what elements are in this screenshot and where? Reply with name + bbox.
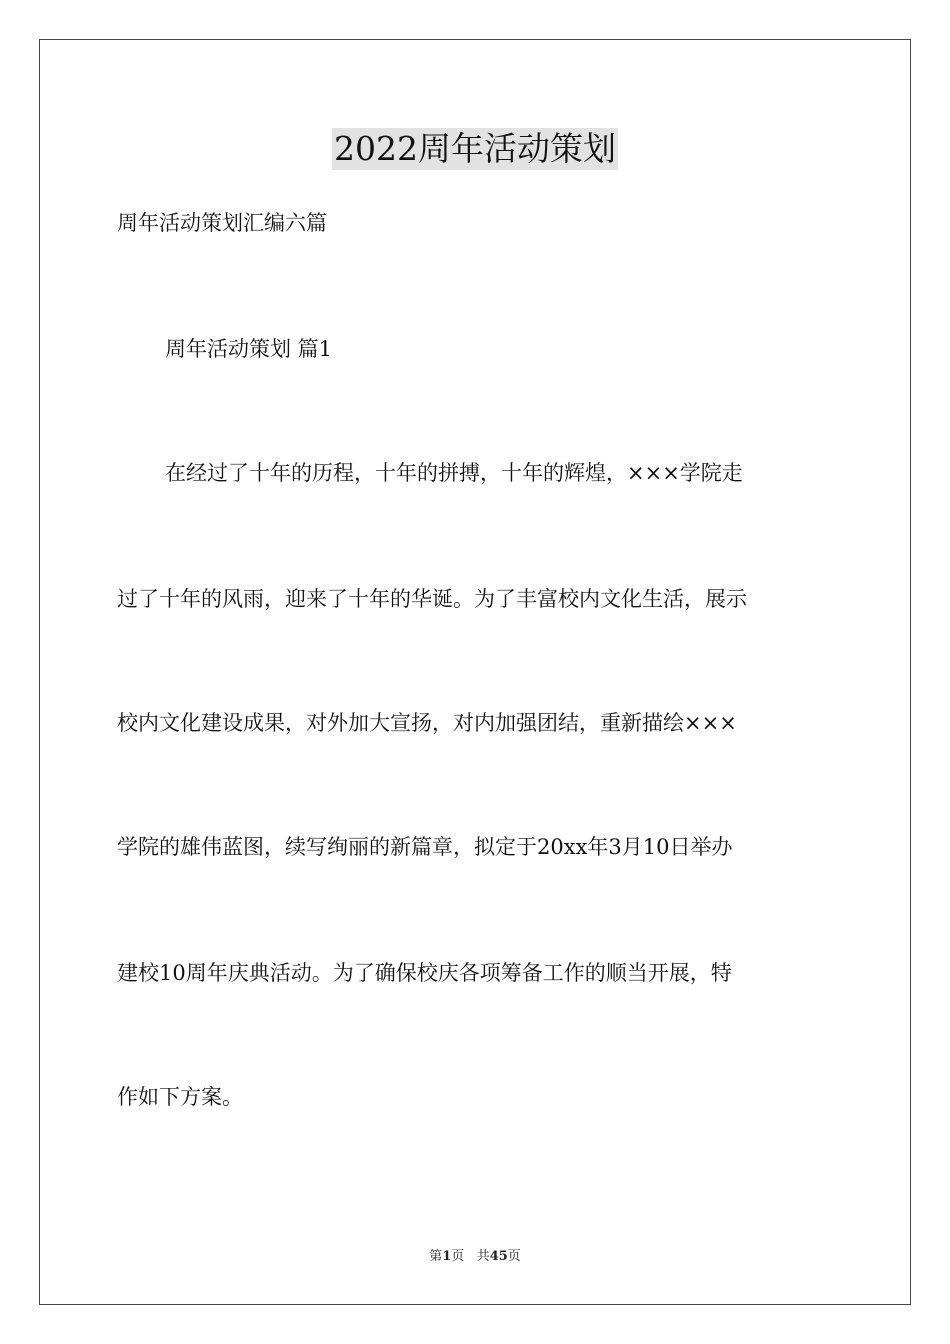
paragraph-line-6: 作如下方案。 — [117, 1085, 243, 1109]
footer-total-suffix: 页 — [507, 1249, 521, 1264]
footer-page-prefix: 第 — [429, 1249, 443, 1264]
footer-total-pages: 45 — [489, 1249, 508, 1264]
paragraph-line-1: 在经过了十年的历程，十年的拼搏，十年的辉煌，×××学院走 — [165, 461, 743, 485]
footer-total-prefix: 共 — [476, 1249, 490, 1264]
document-title: 2022周年活动策划 — [334, 129, 616, 168]
page-footer — [0, 1248, 950, 1266]
paragraph-line-2: 过了十年的风雨，迎来了十年的华诞。为了丰富校内文化生活，展示 — [117, 587, 747, 611]
paragraph-line-3: 校内文化建设成果，对外加大宣扬，对内加强团结，重新描绘××× — [117, 711, 737, 735]
paragraph-line-5: 建校10周年庆典活动。为了确保校庆各项筹备工作的顺当开展，特 — [117, 961, 732, 985]
footer-page-number: 1 — [442, 1249, 452, 1264]
document-subtitle: 周年活动策划汇编六篇 — [117, 211, 327, 235]
paragraph-line-4: 学院的雄伟蓝图，续写绚丽的新篇章，拟定于20xx年3月10日举办 — [117, 835, 733, 859]
title-container — [0, 128, 950, 170]
section-heading: 周年活动策划 篇1 — [165, 337, 333, 361]
footer-page-suffix: 页 — [451, 1249, 465, 1264]
